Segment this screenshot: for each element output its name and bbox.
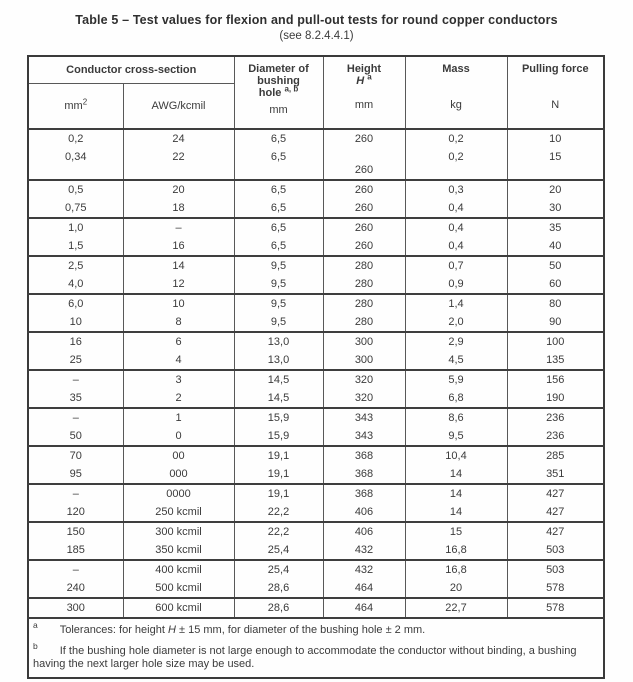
cell-mass (405, 598, 507, 618)
cell-value: – (72, 564, 79, 576)
cell-value: 0,4 (448, 222, 464, 234)
cell-value: 6,5 (270, 133, 287, 145)
table-group-row (28, 256, 604, 294)
cell-value: 300 (66, 602, 85, 614)
cell-value: 70 (69, 450, 82, 462)
cell-awg (123, 408, 234, 446)
cell-height (323, 560, 405, 598)
cell-value: 135 (546, 354, 565, 366)
header-mass-unit: kg (450, 99, 462, 111)
cell-value: 25 (69, 354, 82, 366)
cell-value: 30 (549, 202, 562, 214)
cell-value: 150 (66, 526, 85, 538)
cell-value: 1 (175, 412, 182, 424)
mm2-superscript: 2 (82, 97, 88, 107)
cell-value: 6,5 (270, 151, 287, 163)
cell-mass (405, 560, 507, 598)
cell-value: 6,5 (270, 184, 287, 196)
cell-mass (405, 332, 507, 370)
cell-value: 35 (69, 392, 82, 404)
cell-value: 578 (546, 602, 565, 614)
cell-value: 260 (354, 240, 374, 252)
cell-value: 280 (354, 260, 374, 272)
cell-value: 16 (172, 240, 185, 252)
footnote-a-text: Tolerances: for height H ± 15 mm, for diameter of the bushing hole ± 2 mm. (59, 624, 426, 636)
cell-value: 236 (546, 412, 565, 424)
cell-value: 0,34 (65, 151, 87, 163)
cell-value: 240 (66, 582, 85, 594)
table-title: Table 5 – Test values for flexion and pull-out tests for round copper conductors (75, 13, 558, 27)
cell-mm2 (28, 294, 123, 332)
cell-value: 15,9 (267, 412, 290, 424)
cell-value: 14 (449, 488, 463, 500)
header-mass-label: Mass (442, 63, 470, 75)
cell-value: 280 (354, 298, 374, 310)
cell-value: – (72, 374, 79, 386)
cell-value: 60 (549, 278, 562, 290)
header-height-unit: mm (354, 99, 374, 111)
cell-dia (234, 560, 323, 598)
table-header (28, 56, 604, 129)
cell-height (323, 408, 405, 446)
cell-value: 8 (175, 316, 182, 328)
table-footnotes (28, 618, 604, 678)
cell-mass (405, 522, 507, 560)
cell-value: 250 kcmil (155, 506, 202, 518)
cell-value: 351 (546, 468, 565, 480)
cell-mass (405, 256, 507, 294)
cell-mass (405, 218, 507, 256)
test-values-table (27, 55, 605, 679)
cell-mm2 (28, 129, 123, 180)
cell-value: 0,2 (448, 151, 464, 163)
cell-mass (405, 370, 507, 408)
header-height-symbol: H $^a$ (356, 72, 372, 87)
cell-awg (123, 484, 234, 522)
cell-value: 10 (549, 133, 562, 145)
cell-value: 503 (546, 544, 565, 556)
cell-force (507, 446, 604, 484)
table-group-row (28, 129, 604, 180)
table-group-row (28, 484, 604, 522)
cell-dia (234, 522, 323, 560)
cell-awg (123, 129, 234, 180)
cell-value: 260 (354, 202, 374, 214)
cell-value: 2,5 (68, 260, 84, 272)
cell-dia (234, 294, 323, 332)
footnote-ref-a-b: a, b (284, 84, 299, 94)
cell-dia (234, 129, 323, 180)
footnote-ref-a: a (367, 72, 372, 82)
header-pulling-force (507, 56, 604, 129)
cell-dia (234, 180, 323, 218)
cell-value: 368 (354, 450, 374, 462)
cell-value: 00 (172, 450, 185, 462)
cell-value: 16,8 (445, 544, 467, 556)
cell-mm2 (28, 446, 123, 484)
cell-value: 50 (69, 430, 82, 442)
cell-awg (123, 522, 234, 560)
footnote-b-line1: $^b$ If the bushing hole diameter is not large enough to accommodate the conductor without binding, a bushing (33, 641, 577, 657)
cell-value: 503 (546, 564, 565, 576)
header-pulling-force-label: Pulling force (521, 63, 589, 75)
cell-mm2 (28, 180, 123, 218)
cell-height (323, 446, 405, 484)
cell-value: 236 (546, 430, 565, 442)
cell-value: 0 (175, 430, 182, 442)
cell-awg (123, 256, 234, 294)
cell-value: 28,6 (267, 602, 290, 614)
cell-value: 4,0 (68, 278, 84, 290)
cell-value: 16,8 (445, 564, 467, 576)
footnotes-cell (28, 618, 604, 678)
cell-value: 120 (66, 506, 85, 518)
cell-height (323, 218, 405, 256)
cell-value: 9,5 (270, 298, 287, 310)
cell-mm2 (28, 218, 123, 256)
cell-value: 95 (69, 468, 82, 480)
cell-mm2 (28, 522, 123, 560)
cell-value: 260 (354, 222, 374, 234)
table-group-row (28, 332, 604, 370)
cell-value: 1,0 (68, 222, 84, 234)
cell-value: 6,5 (270, 222, 287, 234)
cell-value: 432 (354, 564, 374, 576)
cell-value: 000 (169, 468, 188, 480)
cell-dia (234, 484, 323, 522)
cell-value: 14 (449, 506, 463, 518)
cell-value: 9,5 (270, 316, 287, 328)
cell-value: 28,6 (267, 582, 290, 594)
cell-force (507, 598, 604, 618)
cell-dia (234, 218, 323, 256)
cell-value: 4,5 (448, 354, 464, 366)
cell-value: 368 (354, 488, 374, 500)
cell-value: 0,9 (448, 278, 464, 290)
cell-value: 20 (549, 184, 562, 196)
header-diameter-line3: hole $^{a, b}$ (258, 84, 299, 99)
cell-mm2 (28, 370, 123, 408)
header-awg-kcmil: AWG/kcmil (123, 84, 234, 130)
cell-value: 90 (549, 316, 562, 328)
cell-mm2 (28, 256, 123, 294)
cell-value: 320 (354, 392, 374, 404)
cell-value: 9,5 (270, 260, 287, 272)
cell-value: 50 (549, 260, 562, 272)
cell-value: 13,0 (267, 354, 290, 366)
cell-value: 427 (546, 506, 565, 518)
cell-value: 1,4 (448, 298, 464, 310)
cell-height (323, 256, 405, 294)
cell-value: 8,6 (448, 412, 464, 424)
cell-value: 6,5 (270, 240, 287, 252)
cell-value: 5,9 (448, 374, 464, 386)
cell-value: 464 (354, 602, 374, 614)
cell-value: 35 (549, 222, 562, 234)
table-group-row (28, 370, 604, 408)
cell-mm2 (28, 598, 123, 618)
cell-height (323, 180, 405, 218)
cell-value: 9,5 (270, 278, 287, 290)
cell-value: 6,0 (68, 298, 84, 310)
cell-value: 0,2 (448, 133, 464, 145)
cell-force (507, 294, 604, 332)
cell-mass (405, 180, 507, 218)
cell-dia (234, 370, 323, 408)
header-mm2: $mm^2$ (64, 97, 88, 112)
cell-value: 100 (546, 336, 565, 348)
cell-value: 0,5 (68, 184, 84, 196)
cell-value: 406 (354, 506, 374, 518)
cell-force (507, 218, 604, 256)
cell-force (507, 332, 604, 370)
cell-value: 600 kcmil (155, 602, 202, 614)
header-conductor-cross-section: Conductor cross-section (28, 56, 234, 84)
cell-value: 20 (449, 582, 463, 594)
table-group-row (28, 408, 604, 446)
table-group-row (28, 218, 604, 256)
cell-value: 10,4 (445, 450, 467, 462)
cell-dia (234, 446, 323, 484)
cell-awg (123, 598, 234, 618)
cell-value: 350 kcmil (155, 544, 202, 556)
cell-value: – (72, 488, 79, 500)
cell-mass (405, 484, 507, 522)
cell-value: 10 (172, 298, 185, 310)
cell-mass (405, 408, 507, 446)
cell-force (507, 256, 604, 294)
footnote-b-marker: b (33, 641, 38, 652)
header-diameter-line2: bushing (257, 75, 300, 87)
cell-height (323, 522, 405, 560)
cell-height (323, 294, 405, 332)
cell-force (507, 370, 604, 408)
cell-value: 4 (175, 354, 182, 366)
cell-value: 22,7 (445, 602, 467, 614)
cell-value: 10 (69, 316, 82, 328)
cell-value: 2,9 (448, 336, 464, 348)
table-subtitle: (see 8.2.4.4.1) (279, 30, 354, 42)
cell-value: 6,8 (448, 392, 464, 404)
cell-value: 0,75 (65, 202, 87, 214)
cell-value: 40 (549, 240, 562, 252)
cell-value: 15,9 (267, 430, 290, 442)
cell-mass (405, 129, 507, 180)
cell-height (323, 484, 405, 522)
cell-value: 12 (172, 278, 185, 290)
cell-value: 25,4 (267, 544, 290, 556)
cell-value: 25,4 (267, 564, 290, 576)
header-row-top (28, 56, 604, 84)
cell-value: 6,5 (270, 202, 287, 214)
footnote-b-line2: having the next larger hole size may be used. (33, 658, 255, 670)
cell-dia (234, 408, 323, 446)
cell-value: 280 (354, 316, 374, 328)
cell-value: 156 (546, 374, 565, 386)
cell-value: 22,2 (267, 526, 290, 538)
table-group-row (28, 180, 604, 218)
cell-value: 0000 (166, 488, 191, 500)
cell-value: 432 (354, 544, 374, 556)
cell-dia (234, 332, 323, 370)
cell-mm2 (28, 560, 123, 598)
header-height (323, 56, 405, 129)
cell-value: 300 (354, 336, 374, 348)
cell-value: 19,1 (267, 468, 290, 480)
cell-value: – (72, 412, 79, 424)
cell-value: 14 (449, 468, 463, 480)
cell-value: 343 (354, 412, 374, 424)
cell-mass (405, 294, 507, 332)
cell-dia (234, 598, 323, 618)
cell-force (507, 484, 604, 522)
cell-value: 285 (546, 450, 565, 462)
table-group-row (28, 522, 604, 560)
cell-awg (123, 560, 234, 598)
cell-value: 0,2 (68, 133, 84, 145)
cell-awg (123, 294, 234, 332)
header-diameter-line1: Diameter of (248, 63, 309, 75)
table-body (28, 129, 604, 618)
cell-awg (123, 370, 234, 408)
cell-value: 14,5 (267, 374, 290, 386)
cell-value: 3 (175, 374, 182, 386)
table-group-row (28, 294, 604, 332)
cell-value: 15 (449, 526, 463, 538)
cell-value: 6 (175, 336, 182, 348)
cell-force (507, 560, 604, 598)
cell-value: 260 (354, 184, 374, 196)
cell-value: 260 (354, 133, 374, 145)
cell-value: 280 (354, 278, 374, 290)
cell-value: 185 (66, 544, 85, 556)
cell-value: 300 (354, 354, 374, 366)
cell-mm2 (28, 484, 123, 522)
cell-value: 0,3 (448, 184, 464, 196)
cell-height (323, 129, 405, 180)
header-diameter-bushing-hole (234, 56, 323, 129)
cell-value: 80 (549, 298, 562, 310)
cell-value: 190 (546, 392, 565, 404)
header-diameter-unit: mm (269, 104, 288, 116)
cell-value: 14 (172, 260, 185, 272)
cell-force (507, 522, 604, 560)
cell-value: 24 (172, 133, 185, 145)
cell-value: – (175, 222, 182, 234)
cell-height (323, 598, 405, 618)
cell-value: 2 (175, 392, 182, 404)
cell-value: 15 (549, 151, 562, 163)
cell-value: 368 (354, 468, 374, 480)
cell-value: 1,5 (68, 240, 84, 252)
cell-value: 500 kcmil (155, 582, 202, 594)
cell-value: 427 (546, 488, 565, 500)
cell-value: 19,1 (267, 450, 290, 462)
cell-force (507, 180, 604, 218)
cell-height (323, 370, 405, 408)
cell-value: 0,4 (448, 202, 464, 214)
cell-value: 464 (354, 582, 374, 594)
cell-height (323, 332, 405, 370)
cell-value: 0,4 (448, 240, 464, 252)
table-group-row (28, 598, 604, 618)
footnote-b (33, 641, 595, 671)
cell-mass (405, 446, 507, 484)
cell-force (507, 129, 604, 180)
cell-value: 9,5 (448, 430, 464, 442)
cell-awg (123, 180, 234, 218)
cell-value: 18 (172, 202, 185, 214)
cell-value: 0,7 (448, 260, 464, 272)
table-group-row (28, 560, 604, 598)
cell-value: 22,2 (267, 506, 290, 518)
header-height-label: Height (346, 63, 382, 75)
cell-value: 13,0 (267, 336, 290, 348)
cell-value: 427 (546, 526, 565, 538)
cell-value: 19,1 (267, 488, 290, 500)
cell-value: 578 (546, 582, 565, 594)
cell-value: 2,0 (448, 316, 464, 328)
cell-value: 16 (69, 336, 82, 348)
cell-value: 320 (354, 374, 374, 386)
cell-dia (234, 256, 323, 294)
header-mass (405, 56, 507, 129)
cell-value: 406 (354, 526, 374, 538)
footnote-a-marker: a (33, 620, 38, 631)
cell-value: 22 (172, 151, 185, 163)
cell-value: 400 kcmil (155, 564, 202, 576)
cell-mm2 (28, 332, 123, 370)
cell-value: 260 (354, 164, 374, 176)
cell-value: 300 kcmil (155, 526, 202, 538)
cell-value: 20 (172, 184, 185, 196)
table-group-row (28, 446, 604, 484)
cell-mm2 (28, 408, 123, 446)
cell-awg (123, 332, 234, 370)
cell-force (507, 408, 604, 446)
header-pulling-force-unit: N (551, 99, 560, 111)
cell-value: 14,5 (267, 392, 290, 404)
cell-awg (123, 218, 234, 256)
cell-awg (123, 446, 234, 484)
footnotes-row (28, 618, 604, 678)
cell-value: 343 (354, 430, 374, 442)
footnote-a (33, 620, 595, 637)
